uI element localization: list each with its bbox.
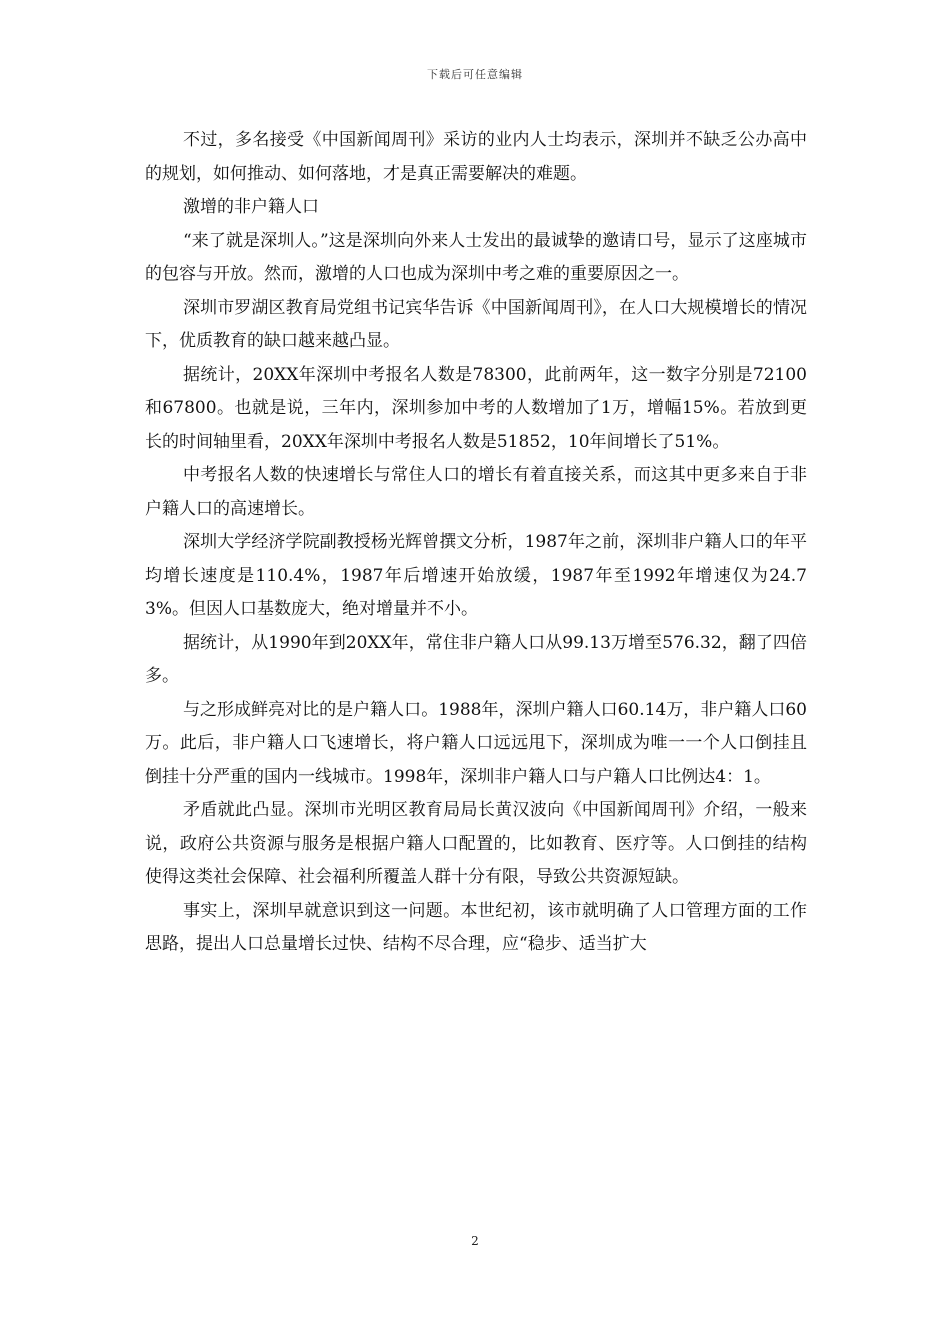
paragraph: 据统计，20XX年深圳中考报名人数是78300，此前两年，这一数字分别是72100和67800。也就是说，三年内，深圳参加中考的人数增加了1万，增幅15%。若放到更长的时间轴里看，20XX年深圳中考报名人数是51852，10年间增长了51%。 xyxy=(145,364,807,452)
paragraph: 事实上，深圳早就意识到这一问题。本世纪初，该市就明确了人口管理方面的工作思路，提出人口总量增长过快、结构不尽合理，应“稳步、适当扩大 xyxy=(145,900,807,954)
paragraph: 与之形成鲜亮对比的是户籍人口。1988年，深圳户籍人口60.14万，非户籍人口60万。此后，非户籍人口飞速增长，将户籍人口远远甩下，深圳成为唯一一个人口倒挂且倒挂十分严重的国内一线城市。1998年，深圳非户籍人口与户籍人口比例达4：1。 xyxy=(145,699,807,787)
section-heading: 激增的非户籍人口 xyxy=(183,197,319,217)
paragraph: 中考报名人数的快速增长与常住人口的增长有着直接关系，而这其中更多来自于非户籍人口的高速增长。 xyxy=(145,465,807,519)
document-body xyxy=(145,124,807,962)
paragraph: 据统计，从1990年到20XX年，常住非户籍人口从99.13万增至576.32，翻了四倍多。 xyxy=(145,632,807,686)
paragraph: 深圳市罗湖区教育局党组书记宾华告诉《中国新闻周刊》，在人口大规模增长的情况下，优质教育的缺口越来越凸显。 xyxy=(145,297,807,351)
paragraph: 不过，多名接受《中国新闻周刊》采访的业内人士均表示，深圳并不缺乏公办高中的规划，如何推动、如何落地，才是真正需要解决的难题。 xyxy=(145,130,807,184)
paragraph: 矛盾就此凸显。深圳市光明区教育局局长黄汉波向《中国新闻周刊》介绍，一般来说，政府公共资源与服务是根据户籍人口配置的，比如教育、医疗等。人口倒挂的结构使得这类社会保障、社会福利所覆盖人群十分有限，导致公共资源短缺。 xyxy=(145,800,807,887)
paragraph: “来了就是深圳人。”这是深圳向外来人士发出的最诚挚的邀请口号，显示了这座城市的包容与开放。然而，激增的人口也成为深圳中考之难的重要原因之一。 xyxy=(145,230,807,284)
paragraph: 深圳大学经济学院副教授杨光辉曾撰文分析，1987年之前，深圳非户籍人口的年平均增长速度是110.4%，1987年后增速开始放缓，1987年至1992年增速仅为24.73%。但因人口基数庞大，绝对增量并不小。 xyxy=(145,532,807,619)
page-header: 下载后可任意编辑 xyxy=(427,68,523,81)
page-number: 2 xyxy=(471,1234,479,1248)
